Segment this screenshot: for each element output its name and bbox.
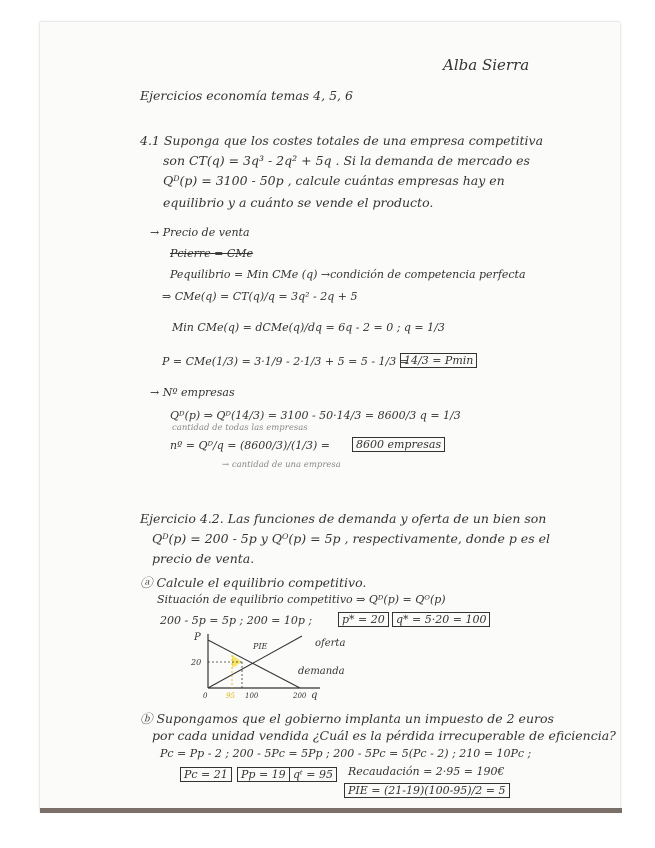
page-edge [40, 808, 622, 813]
ex42-statement-line-2: Qᴰ(p) = 200 - 5p y Qᴼ(p) = 5p , respectivamente, donde p es el [152, 531, 550, 546]
part-b-solve: Pc = Pp - 2 ; 200 - 5Pc = 5Pp ; 200 - 5Pc = 5(Pc - 2) ; 210 = 10Pc ; [160, 747, 532, 760]
part-a-title: ⓐ Calcule el equilibrio competitivo. [140, 575, 367, 590]
pie-result-box: PIE = (21-19)(100-95)/2 = 5 [344, 783, 510, 798]
ex42-statement-line-1: Ejercicio 4.2. Las funciones de demanda y oferta de un bien son [140, 511, 547, 526]
firm-quantity-note: → cantidad de una empresa [222, 460, 341, 470]
equilibrium-price-line: Pequilibrio = Min CMe (q) →condición de competencia perfecta [170, 268, 526, 281]
page-heading: Ejercicios economía temas 4, 5, 6 [140, 88, 353, 103]
price-calc-line: P = CMe(1/3) = 3·1/9 - 2·1/3 + 5 = 5 - 1/3 = [162, 355, 409, 368]
struck-text: Pcierre = CMe [170, 247, 254, 260]
ex42-statement-line-3: precio de venta. [152, 551, 255, 566]
part-a-solve: 200 - 5p = 5p ; 200 = 10p ; [160, 614, 313, 627]
demand-quantity-line: Qᴰ(p) ⇒ Qᴰ(14/3) = 3100 - 50·14/3 = 8600/3 q = 1/3 [170, 409, 461, 422]
graph-supply-label: oferta [315, 638, 346, 649]
ex41-statement-line-2: son CT(q) = 3q³ - 2q² + 5q . Si la demanda de mercado es [163, 153, 530, 168]
graph-demand-label: demanda [298, 666, 345, 677]
part-b-title-line-1: ⓑ Supongamos que el gobierno implanta un impuesto de 2 euros [140, 711, 554, 726]
min-average-cost-line: Min CMe(q) = dCMe(q)/dq = 6q - 2 = 0 ; q = 1/3 [172, 321, 445, 334]
ex41-statement-line-4: equilibrio y a cuánto se vende el producto. [163, 195, 434, 210]
graph-y-tick: 20 [191, 658, 202, 667]
precio-venta-title: → Precio de venta [150, 226, 250, 239]
pmin-result-box: 14/3 = Pmin [400, 353, 477, 368]
consumer-price-box: Pc = 21 [180, 767, 232, 782]
num-empresas-title: → Nº empresas [150, 386, 235, 399]
equilibrium-price-box: p* = 20 [338, 612, 389, 627]
num-empresas-line: nº = Qᴰ/q = (8600/3)/(1/3) = [170, 439, 330, 452]
graph-x-tick-100: 100 [245, 692, 259, 700]
graph-pie-label: PIE [253, 642, 268, 651]
graph-x-tick-95: 95 [226, 692, 235, 700]
num-empresas-result-box: 8600 empresas [352, 437, 445, 452]
tax-quantity-box: qᵗ = 95 [289, 767, 337, 782]
average-cost-line: ⇒ CMe(q) = CT(q)/q = 3q² - 2q + 5 [162, 290, 358, 303]
graph-y-label: P [194, 632, 201, 643]
ex41-statement-line-1: 4.1 Suponga que los costes totales de una empresa competitiva [140, 133, 544, 148]
part-a-condition: Situación de equilibrio competitivo ⇒ Qᴰ(p) = Qᴼ(p) [157, 593, 446, 606]
ex41-statement-line-3: Qᴰ(p) = 3100 - 50p , calcule cuántas empresas hay en [163, 173, 505, 188]
graph-x-label: q [311, 690, 318, 701]
equilibrium-quantity-box: q* = 5·20 = 100 [392, 612, 490, 627]
producer-price-box: Pp = 19 [237, 767, 290, 782]
part-b-title-line-2: por cada unidad vendida ¿Cuál es la pérdida irrecuperable de eficiencia? [152, 728, 616, 743]
graph-x-tick-200: 200 [293, 692, 307, 700]
supply-demand-graph [190, 628, 365, 703]
tax-revenue: Recaudación = 2·95 = 190€ [348, 765, 505, 778]
graph-x-tick-0: 0 [203, 692, 208, 700]
author-name: Alba Sierra [443, 56, 530, 74]
demand-quantity-note: cantidad de todas las empresas [172, 423, 308, 433]
